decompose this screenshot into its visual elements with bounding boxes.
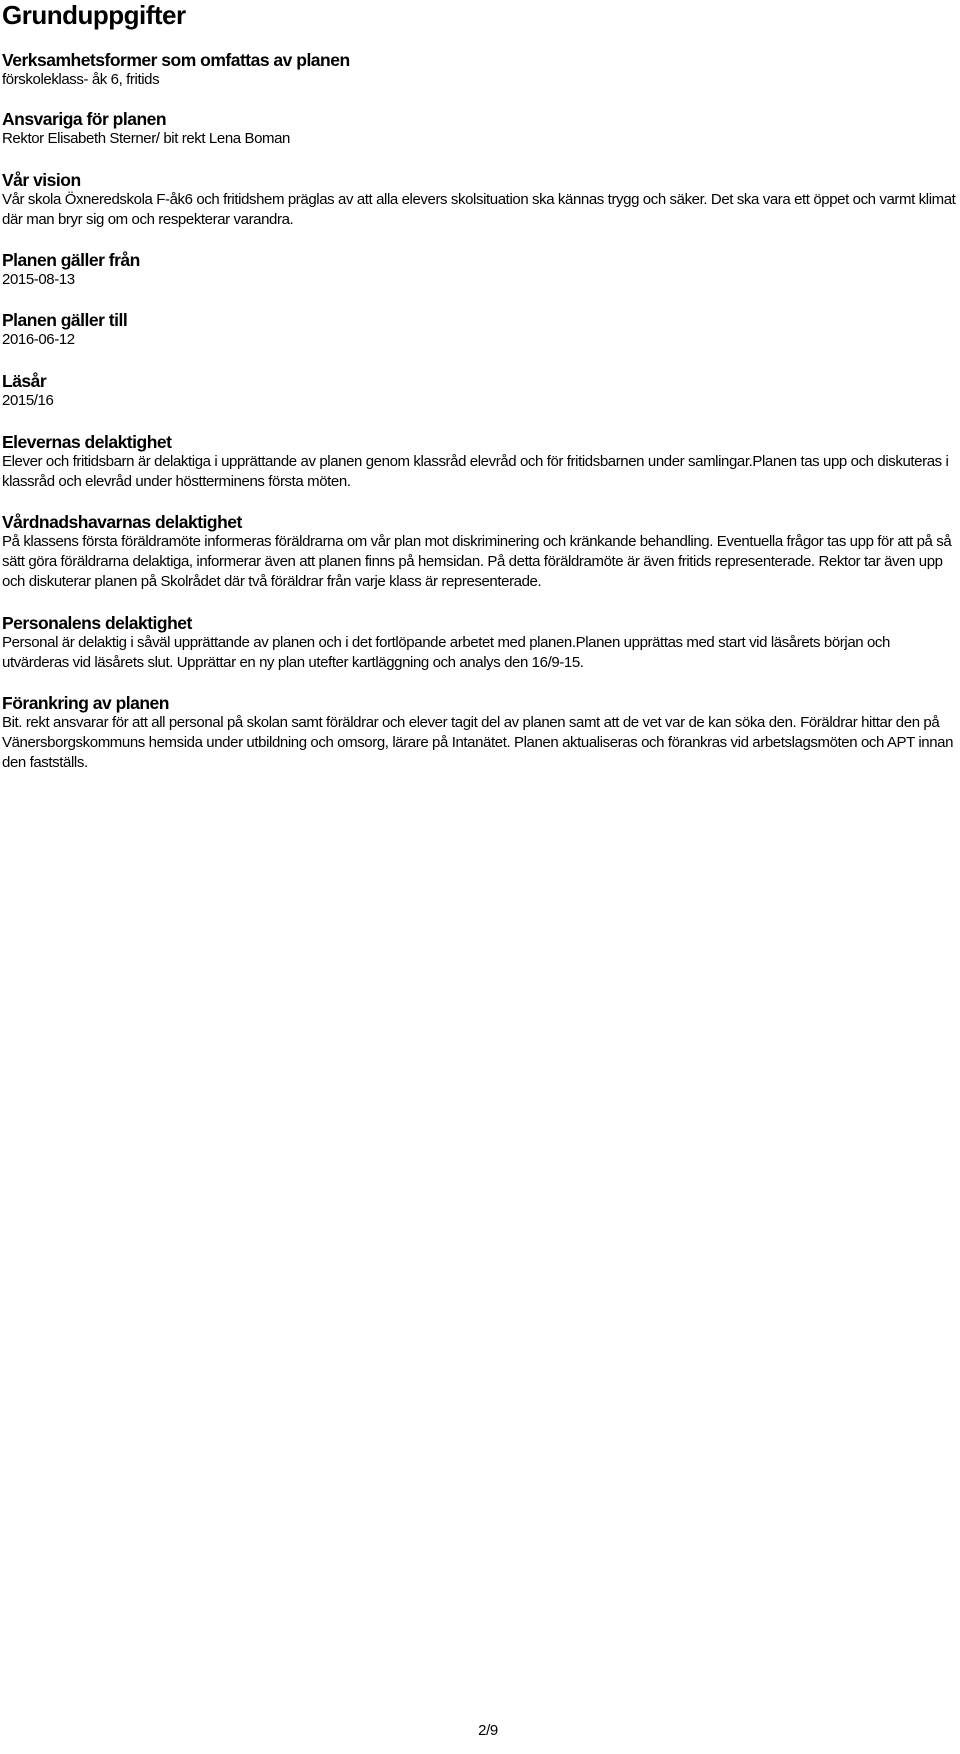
section-heading: Vårdnadshavarnas delaktighet [2, 512, 242, 532]
section-heading: Elevernas delaktighet [2, 432, 172, 452]
section-heading: Ansvariga för planen [2, 109, 167, 129]
section-body: Elever och fritidsbarn är delaktiga i upprättande av planen genom klassråd elevråd och för fritidsbarnen under samlingar.Planen tas upp och diskuteras i klassråd och elevråd under höstterminens första möten. [2, 453, 949, 490]
section-body: Bit. rekt ansvarar för att all personal på skolan samt föräldrar och elever tagit del av planen samt att de vet var de kan söka den. Föräldrar hittar den på Vänersborgskommuns hemsida under utbildning och omsorg, lärare på Intanätet. Planen aktualiseras och förankras vid arbetslagsmöten och APT innan den fastställs. [2, 714, 954, 771]
section-vardnadshavarnas-delaktighet [2, 512, 956, 592]
section-forankring-av-planen [2, 693, 956, 773]
section-body: Personal är delaktig i såväl upprättande av planen och i det fortlöpande arbetet med planen.Planen upprättas med start vid läsårets början och utvärderas vid läsårets slut. Upprättar en ny plan utefter kartläggning och analys den 16/9-15. [2, 634, 890, 671]
section-body: 2016-06-12 [2, 331, 75, 348]
section-body: På klassens första föräldramöte informeras föräldrarna om vår plan mot diskriminering och kränkande behandling. Eventuella frågor tas upp för att på så sätt göra föräldrarna delaktiga, informerar även att planen finns på hemsidan. På detta föräldramöte är även fritids representerade. Rektor tar även upp och diskuterar planen på Skolrådet där två föräldrar från varje klass är representerade. [2, 533, 952, 590]
section-body: 2015-08-13 [2, 271, 75, 288]
section-body: Rektor Elisabeth Sterner/ bit rekt Lena Boman [2, 130, 290, 147]
section-verksamhetsformer [2, 50, 350, 90]
section-heading: Förankring av planen [2, 693, 169, 713]
section-heading: Planen gäller till [2, 310, 128, 330]
section-ansvariga [2, 109, 290, 149]
section-body: Vår skola Öxneredskola F-åk6 och fritidshem präglas av att alla elevers skolsituation ska kännas trygg och säker. Det ska vara ett öppet och varmt klimat där man bryr sig om och respekterar varandra. [2, 191, 956, 228]
document-page [2, 0, 956, 771]
page-title: Grunduppgifter [2, 0, 186, 30]
section-var-vision [2, 170, 956, 230]
page-number: 2/9 [478, 1722, 498, 1739]
section-planen-galler-fran [2, 250, 140, 290]
section-heading: Planen gäller från [2, 250, 140, 270]
section-heading: Vår vision [2, 170, 81, 190]
section-heading: Verksamhetsformer som omfattas av planen [2, 50, 350, 70]
section-heading: Personalens delaktighet [2, 613, 192, 633]
section-heading: Läsår [2, 371, 47, 391]
section-planen-galler-till [2, 310, 127, 350]
section-lasar [2, 371, 53, 411]
section-body: förskoleklass- åk 6, fritids [2, 71, 160, 88]
section-body: 2015/16 [2, 392, 54, 409]
section-elevernas-delaktighet [2, 432, 956, 492]
section-personalens-delaktighet [2, 613, 956, 673]
